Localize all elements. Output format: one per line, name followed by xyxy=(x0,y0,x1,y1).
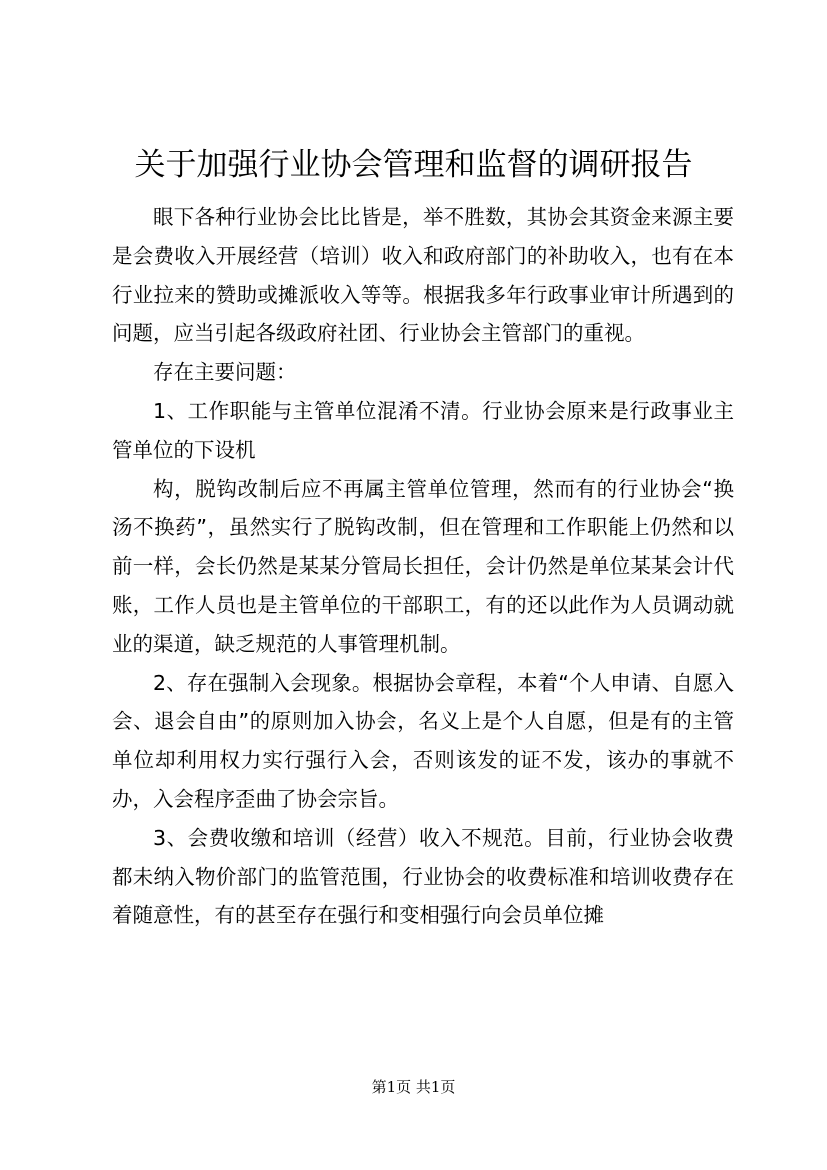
paragraph-issue-1: 1、工作职能与主管单位混淆不清。行业协会原来是行政事业主管单位的下设机 xyxy=(112,398,734,462)
document-title: 关于加强行业协会管理和监督的调研报告 xyxy=(134,147,693,183)
paragraph-issue-1-continued: 构，脱钩改制后应不再属主管单位管理，然而有的行业协会“换汤不换药”，虽然实行了脱钩改制，但在管理和工作职能上仍然和以前一样，会长仍然是某某分管局长担任，会计仍然是单位某某会计代账，工作人员也是主管单位的干部职工，有的还以此作为人员调动就业的渠道，缺乏规范的人事管理机制。 xyxy=(112,476,734,656)
paragraph-issue-2: 2、存在强制入会现象。根据协会章程，本着“个人申请、自愿入会、退会自由”的原则加入协会，名义上是个人自愿，但是有的主管单位却利用权力实行强行入会，否则该发的证不发，该办的事就不办，入会程序歪曲了协会宗旨。 xyxy=(112,670,734,811)
paragraph-issue-3: 3、会费收缴和培训（经营）收入不规范。目前，行业协会收费都未纳入物价部门的监管范围，行业协会的收费标准和培训收费存在着随意性，有的甚至存在强行和变相强行向会员单位摊 xyxy=(112,825,734,928)
paragraph-problems-heading: 存在主要问题： xyxy=(153,360,297,385)
document-body xyxy=(112,198,734,935)
page-number-footer: 第1页 共1页 xyxy=(371,1078,456,1096)
paragraph-intro: 眼下各种行业协会比比皆是，举不胜数，其协会其资金来源主要是会费收入开展经营（培训）收入和政府部门的补助收入，也有在本行业拉来的赞助或摊派收入等等。根据我多年行政事业审计所遇到的问题，应当引起各级政府社团、行业协会主管部门的重视。 xyxy=(112,205,734,346)
